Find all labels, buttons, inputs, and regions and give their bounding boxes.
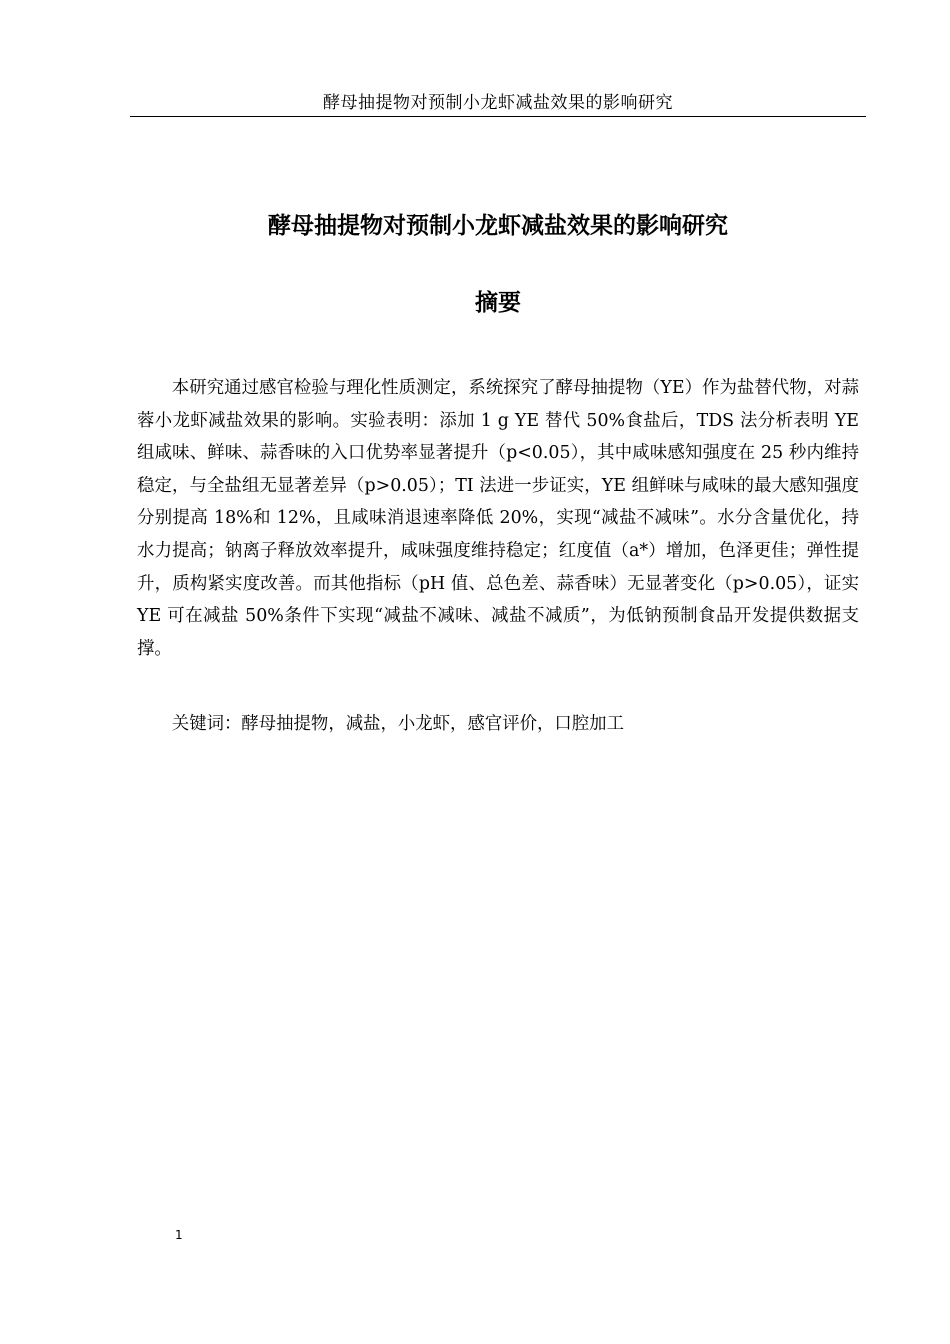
running-header-title: 酵母抽提物对预制小龙虾减盐效果的影响研究 <box>323 93 673 113</box>
keywords-line: 关键词：酵母抽提物，减盐，小龙虾，感官评价，口腔加工 <box>171 714 624 734</box>
document-title: 酵母抽提物对预制小龙虾减盐效果的影响研究 <box>268 213 728 239</box>
page-number: 1 <box>175 1228 183 1242</box>
abstract-heading: 摘要 <box>475 290 521 316</box>
abstract-paragraph: 本研究通过感官检验与理化性质测定，系统探究了酵母抽提物（YE）作为盐替代物，对蒜蓉小龙虾减盐效果的影响。实验表明：添加 1 g YE 替代 50%食盐后，TDS 法分析表明 YE 组咸味、鲜味、蒜香味的入口优势率显著提升（p<0.05），其中咸味感知强度在 25 秒内维持稳定，与全盐组无显著差异（p>0.05）；TI 法进一步证实，YE 组鲜味与咸味的最大感知强度分别提高 18%和 12%，且咸味消退速率降低 20%，实现“减盐不减味”。水分含量优化，持水力提高；钠离子释放效率提升，咸味强度维持稳定；红度值（a*）增加，色泽更佳；弹性提升，质构紧实度改善。而其他指标（pH 值、总色差、蒜香味）无显著变化（p>0.05），证实 YE 可在减盐 50%条件下实现“减盐不减味、减盐不减质”，为低钠预制食品开发提供数据支撑。 <box>137 378 859 659</box>
header-divider <box>130 116 866 117</box>
